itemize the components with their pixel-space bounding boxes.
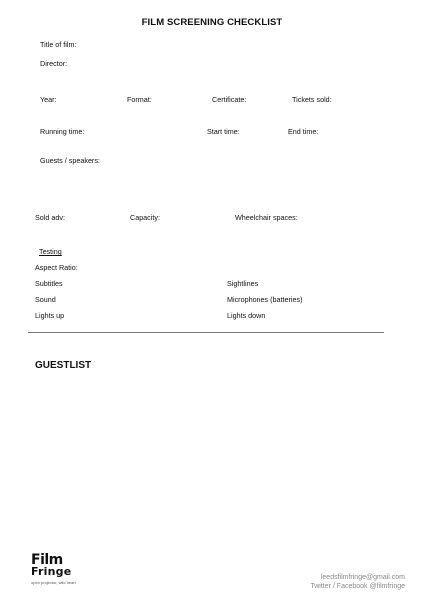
testing-heading: Testing: [39, 247, 62, 256]
section-divider: [28, 332, 384, 333]
document-title: FILM SCREENING CHECKLIST: [141, 17, 283, 28]
contact-info: [310, 573, 405, 591]
end-time-label: End time:: [288, 127, 319, 136]
running-time-label: Running time:: [40, 127, 85, 136]
wheelchair-spaces-label: Wheelchair spaces:: [235, 213, 298, 222]
lights-up-label: Lights up: [35, 311, 65, 320]
sightlines-label: Sightlines: [227, 279, 259, 288]
sound-label: Sound: [35, 295, 56, 304]
contact-email: leedsfilmfringe@gmail.com: [320, 574, 405, 581]
logo-line2: Fringe: [31, 565, 72, 578]
tickets-sold-label: Tickets sold:: [292, 95, 332, 104]
film-fringe-logo: [31, 553, 101, 589]
title-of-film-label: Title of film:: [40, 40, 77, 49]
microphones-label: Microphones (batteries): [227, 295, 303, 304]
logo-tagline: open projector, wild heart: [31, 580, 76, 585]
guests-speakers-label: Guests / speakers:: [40, 156, 100, 165]
director-label: Director:: [40, 59, 68, 68]
lights-down-label: Lights down: [227, 311, 266, 320]
format-label: Format:: [127, 95, 152, 104]
contact-social: Twitter / Facebook @filmfringe: [310, 583, 405, 590]
subtitles-label: Subtitles: [35, 279, 63, 288]
year-label: Year:: [40, 95, 57, 104]
certificate-label: Certificate:: [212, 95, 247, 104]
aspect-ratio-label: Aspect Ratio:: [35, 263, 78, 272]
logo-line1: Film: [31, 552, 63, 568]
guestlist-title: GUESTLIST: [35, 360, 92, 371]
sold-adv-label: Sold adv:: [35, 213, 65, 222]
capacity-label: Capacity:: [130, 213, 160, 222]
start-time-label: Start time:: [207, 127, 240, 136]
